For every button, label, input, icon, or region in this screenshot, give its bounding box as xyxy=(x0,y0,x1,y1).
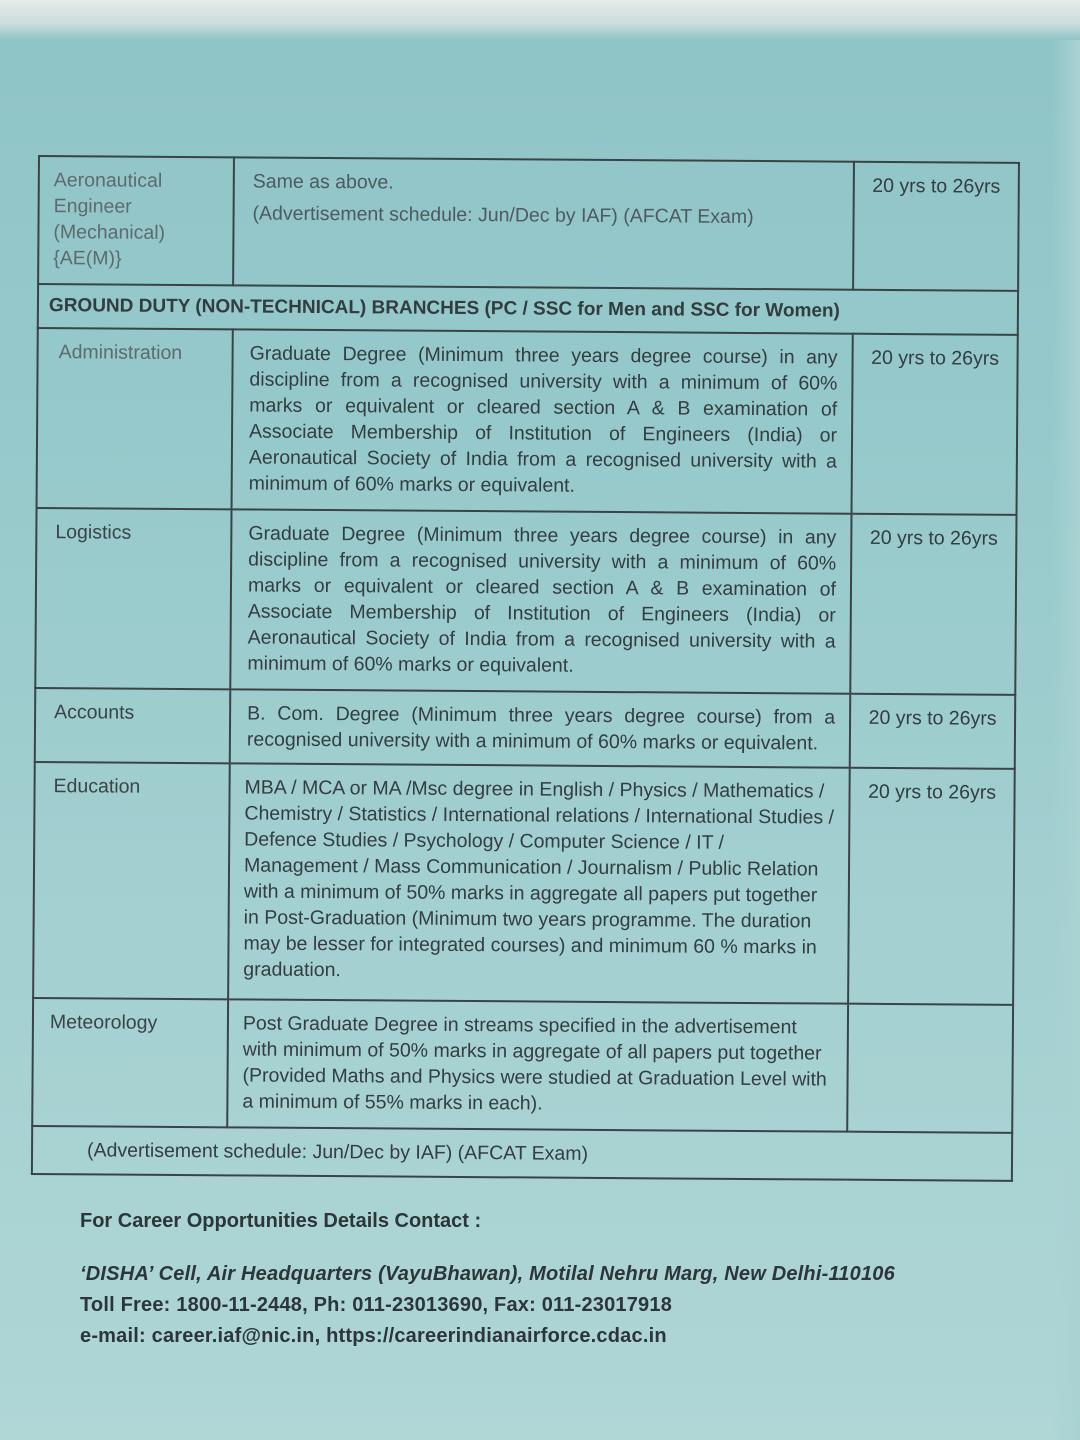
branch-name-line: (Mechanical) xyxy=(53,221,166,244)
branch-cell: Administration xyxy=(37,328,233,509)
age-cell xyxy=(847,1004,1013,1133)
age-cell: 20 yrs to 26yrs xyxy=(848,768,1015,1005)
age-cell: 20 yrs to 26yrs xyxy=(853,162,1019,291)
table-row-meteorology xyxy=(32,998,1013,1133)
branch-name-line: {AE(M)} xyxy=(53,247,122,270)
table-row-aeronautical-engineer-mechanical xyxy=(38,156,1019,291)
contact-heading: For Career Opportunities Details Contact : xyxy=(80,1210,482,1232)
branch-cell: Education xyxy=(33,762,230,999)
section-heading: GROUND DUTY (NON-TECHNICAL) BRANCHES (PC / SSC for Men and SSC for Women) xyxy=(38,284,1018,335)
details-cell: MBA / MCA or MA /Msc degree in English / Physics / Mathematics / Chemistry / Statistics / International relations / International Studies / Defence Studies / Psychology / Computer Science / IT / Management / Mass Communication / Journalism / Public Relation with a minimum of 50% marks in aggregate all papers put together in Post-Graduation (Minimum two years programme. The duration may be lesser for integrated courses) and minimum 60 % marks in graduation. xyxy=(228,763,850,1003)
advertisement-schedule-row xyxy=(32,1126,1012,1181)
page-right-edge xyxy=(1052,40,1080,1440)
branch-name-line: Engineer xyxy=(53,195,132,218)
branch-cell: Meteorology xyxy=(32,998,228,1127)
eligibility-table-container xyxy=(31,155,1018,1182)
table-row-accounts xyxy=(35,688,1015,769)
age-cell: 20 yrs to 26yrs xyxy=(852,334,1018,515)
advertisement-schedule-note: (Advertisement schedule: Jun/Dec by IAF) (AFCAT Exam) xyxy=(32,1126,1012,1181)
eligibility-table xyxy=(31,155,1020,1182)
branch-cell: Logistics xyxy=(35,508,231,689)
details-line: Same as above. xyxy=(252,170,394,194)
table-row-education xyxy=(33,762,1015,1005)
contact-email-website: e-mail: career.iaf@nic.in, https://careerindianairforce.cdac.in xyxy=(80,1325,667,1347)
age-cell: 20 yrs to 26yrs xyxy=(850,514,1016,695)
details-cell: Graduate Degree (Minimum three years degree course) in any discipline from a recognised university with a minimum of 60% marks or equivalent or cleared section A & B examination of Associate Membership of Institution of Engineers (India) or Aeronautical Society of India from a recognised university with a minimum of 60% marks or equivalent. xyxy=(232,329,853,513)
branch-name-line: Aeronautical xyxy=(53,169,163,192)
details-cell: Graduate Degree (Minimum three years degree course) in any discipline from a recognised university with a minimum of 60% marks or equivalent or cleared section A & B examination of Associate Membership of Institution of Engineers (India) or Aeronautical Society of India from a recognised university with a minimum of 60% marks or equivalent. xyxy=(230,509,851,693)
contact-phone-numbers: Toll Free: 1800-11-2448, Ph: 011-23013690, Fax: 011-23017918 xyxy=(80,1294,673,1316)
table-row-logistics xyxy=(35,508,1016,695)
details-cell: Post Graduate Degree in streams specified in the advertisement with minimum of 50% marks in aggregate of all papers put together (Provided Maths and Physics were studied at Graduation Level with a minimum of 55% marks in each). xyxy=(227,999,848,1131)
contact-address: ‘DISHA’ Cell, Air Headquarters (VayuBhawan), Motilal Nehru Marg, New Delhi-110106 xyxy=(80,1263,895,1285)
age-cell: 20 yrs to 26yrs xyxy=(850,694,1016,769)
details-line: (Advertisement schedule: Jun/Dec by IAF) (AFCAT Exam) xyxy=(252,202,754,228)
section-heading-row xyxy=(38,284,1018,335)
branch-cell: Accounts xyxy=(35,688,231,763)
table-row-administration xyxy=(37,328,1018,515)
branch-cell xyxy=(38,156,234,285)
page-top-edge xyxy=(0,0,1080,40)
details-cell xyxy=(233,157,854,289)
contact-section xyxy=(80,1210,1000,1356)
details-cell: B. Com. Degree (Minimum three years degree course) from a recognised university with a minimum of 60% marks or equivalent. xyxy=(230,689,851,767)
